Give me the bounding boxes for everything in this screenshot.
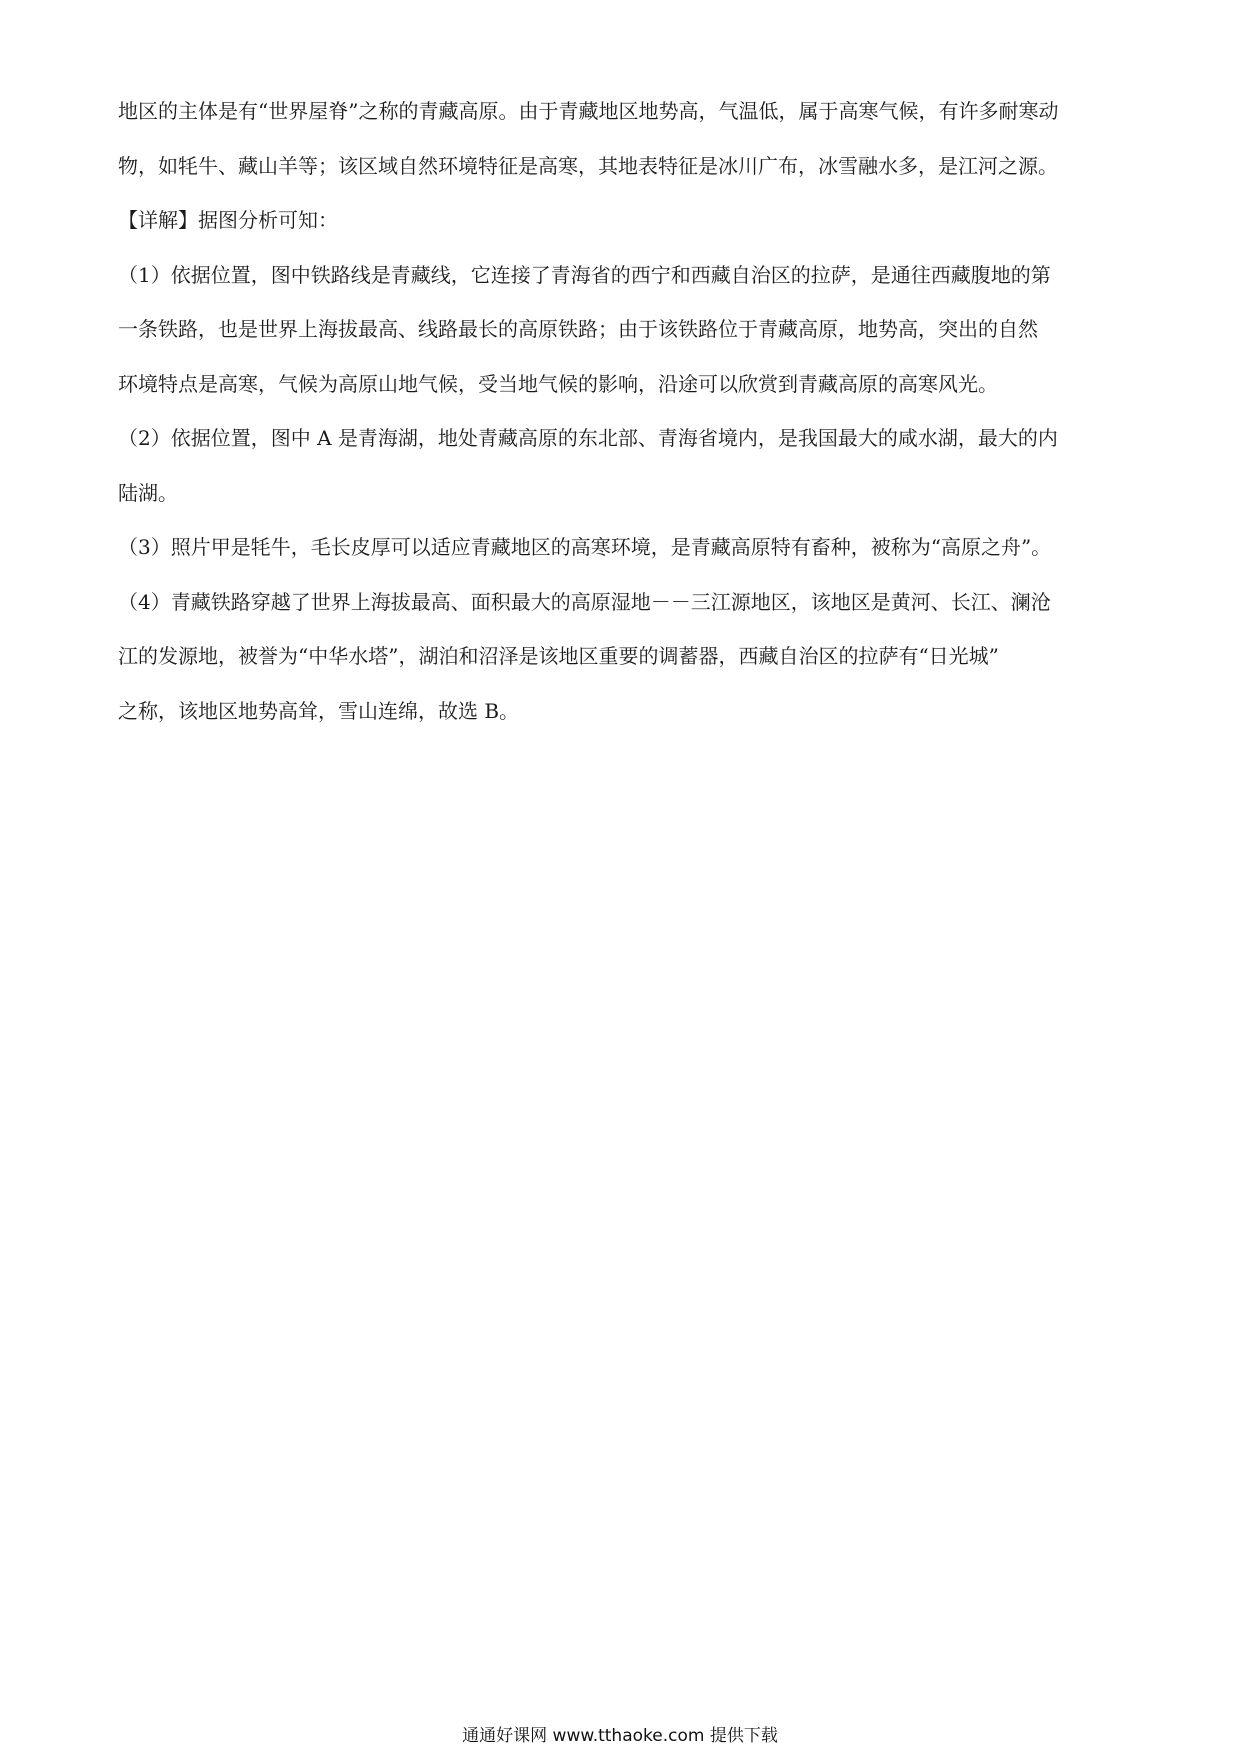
answer-explanation-text (118, 101, 1128, 755)
text-line: （3）照片甲是牦牛，毛长皮厚可以适应青藏地区的高寒环境，是青藏高原特有畜种，被称为“高原之舟”。 (118, 535, 1052, 559)
text-line: （2）依据位置，图中 A 是青海湖，地处青藏高原的东北部、青海省境内，是我国最大的咸水湖，最大的内 (118, 426, 1058, 450)
text-line: 物，如牦牛、藏山羊等；该区域自然环境特征是高寒，其地表特征是冰川广布，冰雪融水多，是江河之源。 (118, 153, 1058, 178)
text-line: 之称，该地区地势高耸，雪山连绵，故选 B。 (118, 698, 520, 723)
text-line: （4）青藏铁路穿越了世界上海拔最高、面积最大的高原湿地－－三江源地区，该地区是黄河、长江、澜沧 (118, 589, 1051, 614)
text-line: 地区的主体是有“世界屋脊”之称的青藏高原。由于青藏地区地势高，气温低，属于高寒气候，有许多耐寒动 (118, 99, 1059, 123)
text-line: 江的发源地，被誉为“中华水塔”，湖泊和沼泽是该地区重要的调蓄器，西藏自治区的拉萨有“日光城” (118, 644, 999, 668)
text-line: 陆湖。 (118, 480, 178, 505)
text-line: 一条铁路，也是世界上海拔最高、线路最长的高原铁路；由于该铁路位于青藏高原，地势高，突出的自然 (118, 317, 1038, 341)
text-line: 环境特点是高寒，气候为高原山地气候，受当地气候的影响，沿途可以欣赏到青藏高原的高寒风光。 (118, 371, 998, 396)
text-line: （1）依据位置，图中铁路线是青藏线，它连接了青海省的西宁和西藏自治区的拉萨，是通往西藏腹地的第 (118, 262, 1051, 287)
detail-heading: 【详解】据图分析可知： (118, 208, 338, 232)
footer-source-note: 通通好课网 www.tthaoke.com 提供下载 (462, 1726, 778, 1746)
